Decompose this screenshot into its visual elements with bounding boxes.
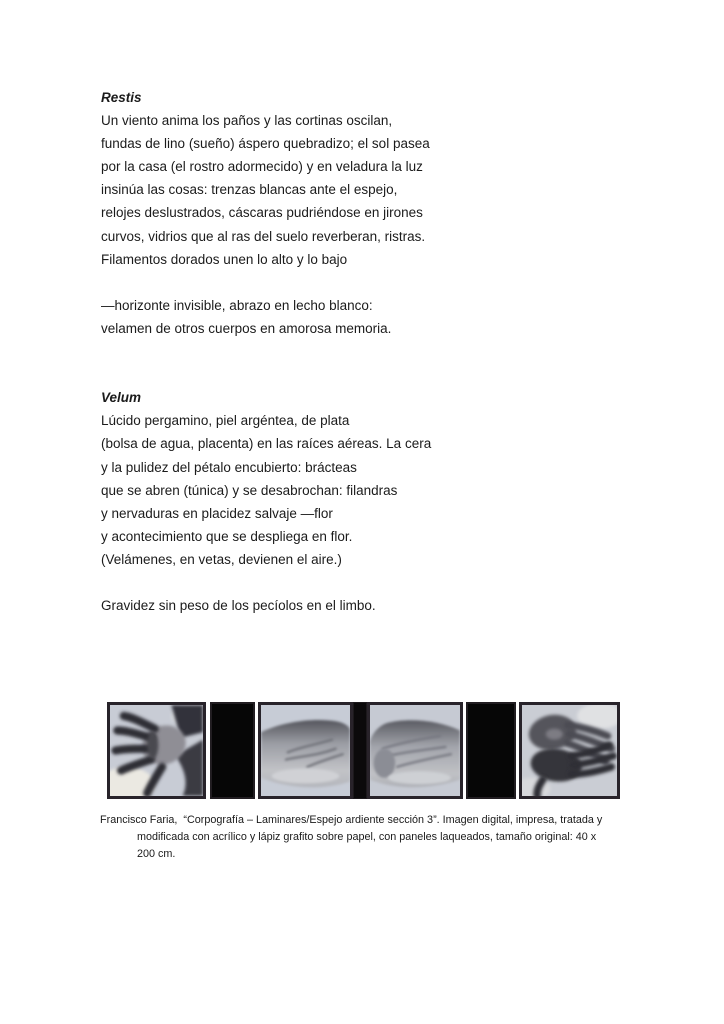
artwork-strip bbox=[107, 702, 620, 799]
forearm-veins-photo bbox=[261, 705, 350, 796]
black-lacquer-panel bbox=[466, 702, 516, 799]
restis-stanza-1 bbox=[101, 109, 521, 271]
poem-line: insinúa las cosas: trenzas blancas ante el espejo, bbox=[101, 182, 398, 198]
poem-line: y la pulidez del pétalo encubierto: brácteas bbox=[101, 459, 357, 475]
black-lacquer-panel bbox=[210, 702, 255, 799]
poem-title-velum: Velum bbox=[101, 390, 142, 406]
poem-line: que se abren (túnica) y se desabrochan: filandras bbox=[101, 482, 398, 498]
poem-line: por la casa (el rostro adormecido) y en veladura la luz bbox=[101, 159, 423, 175]
poem-line: (Velámenes, en vetas, devienen el aire.) bbox=[101, 551, 342, 567]
velum-stanza-2 bbox=[101, 594, 521, 617]
poem-line: y nervaduras en placidez salvaje —flor bbox=[101, 505, 333, 521]
poem-line: y acontecimiento que se despliega en flor. bbox=[101, 528, 353, 544]
poem-line: —horizonte invisible, abrazo en lecho blanco: bbox=[101, 297, 373, 313]
poem-title-restis: Restis bbox=[101, 90, 142, 105]
poem-velum bbox=[101, 386, 521, 617]
poem-line: Filamentos dorados unen lo alto y lo bajo bbox=[101, 251, 348, 267]
poem-line: fundas de lino (sueño) áspero quebradizo; el sol pasea bbox=[101, 136, 430, 152]
caption-line: 200 cm. bbox=[137, 848, 176, 860]
poem-line: relojes deslustrados, cáscaras pudriéndose en jirones bbox=[101, 205, 423, 221]
restis-stanza-2 bbox=[101, 294, 521, 340]
overlapping-hands-photo bbox=[522, 705, 617, 796]
artwork-panel-photo-hand-wrist bbox=[367, 702, 463, 799]
artwork-panel-photo-splayed-hand bbox=[107, 702, 206, 799]
poem-line: (bolsa de agua, placenta) en las raíces aéreas. La cera bbox=[101, 436, 432, 452]
caption-line: Francisco Faria, “Corpografía – Laminares/Espejo ardiente sección 3”. Imagen digital, impresa, tratada y bbox=[100, 814, 603, 826]
artwork-panel-photo-overlapping-hands bbox=[519, 702, 620, 799]
splayed-hand-photo bbox=[110, 705, 203, 796]
hand-wrist-veins-photo bbox=[370, 705, 460, 796]
artwork-caption bbox=[100, 812, 645, 863]
poems-block bbox=[101, 86, 521, 617]
black-hinge-panel bbox=[353, 702, 367, 799]
poem-line: curvos, vidrios que al ras del suelo reverberan, ristras. bbox=[101, 228, 426, 244]
poem-line: velamen de otros cuerpos en amorosa memoria. bbox=[101, 320, 392, 336]
caption-line: modificada con acrílico y lápiz grafito sobre papel, con paneles laqueados, tamaño original: 40 x bbox=[137, 831, 597, 843]
poem-restis bbox=[101, 86, 521, 340]
artwork-panel-photo-forearm bbox=[258, 702, 353, 799]
poem-line: Gravidez sin peso de los pecíolos en el limbo. bbox=[101, 598, 376, 614]
poem-line: Un viento anima los paños y las cortinas oscilan, bbox=[101, 113, 393, 129]
poem-line: Lúcido pergamino, piel argéntea, de plata bbox=[101, 413, 350, 429]
velum-stanza-1 bbox=[101, 409, 521, 571]
